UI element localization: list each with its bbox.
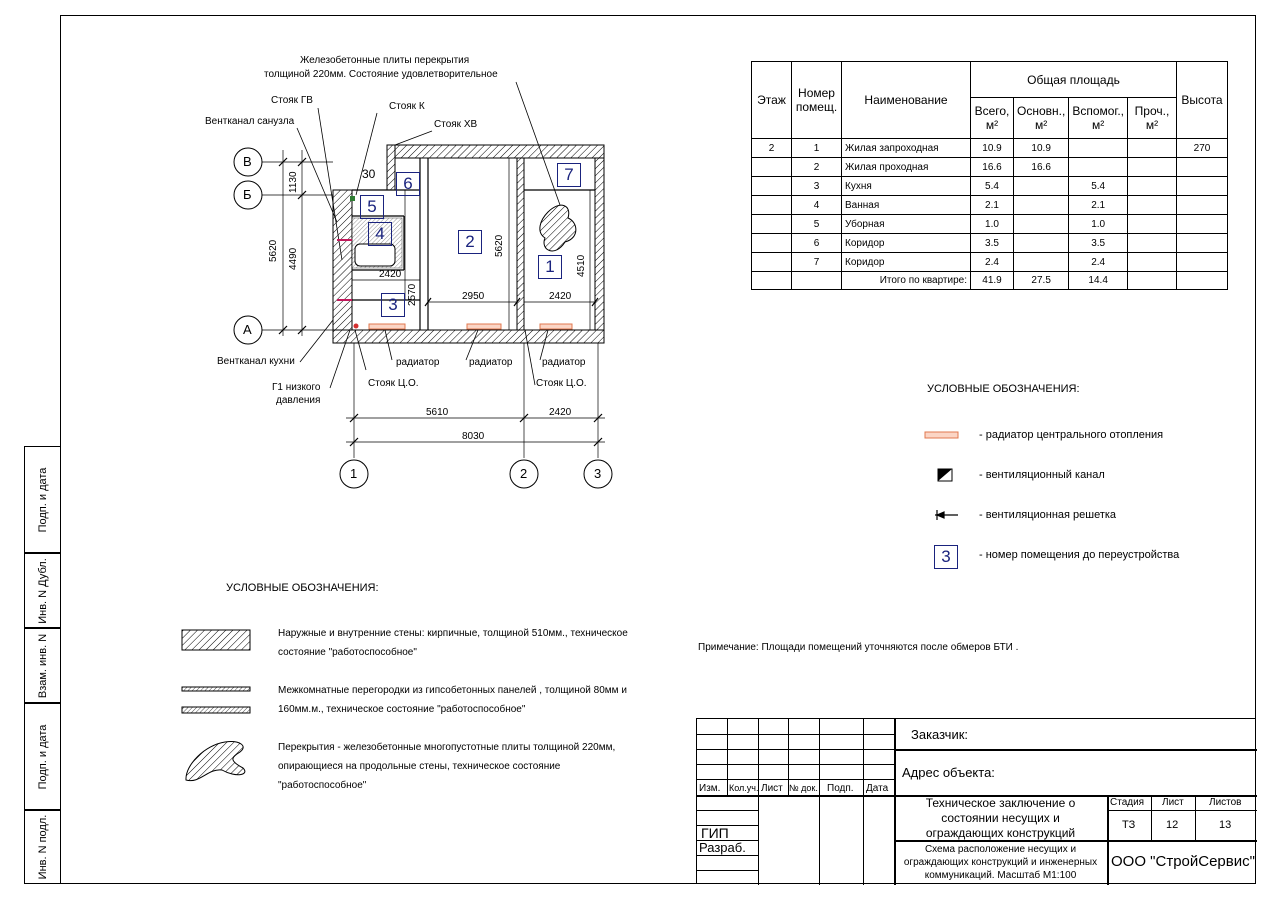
legend-slabs-line3: "работоспособное" bbox=[278, 780, 367, 791]
note-text: Примечание: Площади помещений уточняются после обмеров БТИ . bbox=[698, 642, 1019, 653]
label-radiator-3: радиатор bbox=[542, 357, 586, 368]
axis-label-b: Б bbox=[243, 187, 252, 202]
sheets-value: 13 bbox=[1219, 819, 1232, 831]
label-g1-line2: давления bbox=[276, 395, 321, 406]
stage-value: ТЗ bbox=[1122, 819, 1136, 831]
legend-partition-icon-2 bbox=[182, 707, 250, 713]
side-label: Подп. и дата bbox=[36, 724, 49, 789]
room-number-2: 2 bbox=[458, 230, 482, 254]
slab-blob bbox=[540, 205, 576, 251]
dim-5610: 5610 bbox=[426, 407, 449, 418]
explication-table bbox=[751, 61, 1228, 290]
col-list: Лист bbox=[761, 783, 783, 794]
table-row: 5 Уборная 1.0 1.0 bbox=[752, 215, 1228, 234]
legend-left-title: УСЛОВНЫЕ ОБОЗНАЧЕНИЯ: bbox=[226, 582, 379, 594]
sheet-header: Лист bbox=[1162, 797, 1184, 808]
sheet-value: 12 bbox=[1166, 819, 1179, 831]
axis-label-a: А bbox=[243, 322, 252, 337]
label-radiator-2: радиатор bbox=[469, 357, 513, 368]
label-stoyak-k: Стояк К bbox=[389, 101, 425, 112]
label-stoyak-co-1: Стояк Ц.О. bbox=[368, 378, 419, 389]
axis-label-3: 3 bbox=[594, 466, 602, 481]
legend-partitions-line1: Межкомнатные перегородки из гипсобетонных панелей , толщиной 80мм и bbox=[278, 685, 627, 696]
wall-bottom bbox=[333, 330, 604, 343]
axis-label-1: 1 bbox=[350, 466, 358, 481]
dim-1130: 1130 bbox=[288, 171, 299, 193]
legend-radiator-text: - радиатор центрального отопления bbox=[979, 429, 1164, 441]
room-number-3: 3 bbox=[381, 293, 405, 317]
dim-2420-b: 2420 bbox=[549, 291, 572, 302]
legend-slab-icon bbox=[186, 742, 245, 781]
dim-4490: 4490 bbox=[288, 247, 299, 270]
room-number-6: 6 bbox=[396, 172, 420, 196]
side-label: Инв. N Дубл. bbox=[36, 557, 49, 624]
legend-partitions-line2: 160мм.м., техническое состояние "работоспособное" bbox=[278, 704, 526, 715]
customer-label: Заказчик: bbox=[911, 727, 969, 742]
label-stoyak-co-2: Стояк Ц.О. bbox=[536, 378, 587, 389]
dim-2420-c: 2420 bbox=[549, 407, 572, 418]
stage-header: Стадия bbox=[1110, 797, 1145, 808]
dim-2420-a: 2420 bbox=[379, 269, 402, 280]
dim-4510: 4510 bbox=[576, 254, 587, 277]
wall-left bbox=[333, 190, 352, 343]
axis-label-2: 2 bbox=[520, 466, 528, 481]
room-number-4: 4 bbox=[368, 222, 392, 246]
dim-5620-left: 5620 bbox=[268, 239, 279, 262]
table-row: 4 Ванная 2.1 2.1 bbox=[752, 196, 1228, 215]
th-height: Высота bbox=[1177, 62, 1228, 139]
dim-2570: 2570 bbox=[407, 283, 418, 306]
th-aux: Вспомог., м² bbox=[1069, 98, 1128, 139]
legend-room-number-text: - номер помещения до переустройства bbox=[979, 549, 1180, 561]
dim-8030: 8030 bbox=[462, 431, 485, 442]
th-area: Общая площадь bbox=[971, 62, 1177, 98]
th-total: Всего, м² bbox=[971, 98, 1014, 139]
col-koluch: Кол.уч. bbox=[729, 783, 759, 793]
col-ndok: № док. bbox=[789, 783, 818, 793]
dim-5620-mid: 5620 bbox=[494, 234, 505, 257]
legend-walls-line1: Наружные и внутренние стены: кирпичные, толщиной 510мм., техническое bbox=[278, 628, 628, 639]
table-row: 6 Коридор 3.5 3.5 bbox=[752, 234, 1228, 253]
col-podp: Подп. bbox=[827, 783, 854, 794]
side-label: Взам. инв. N bbox=[36, 633, 49, 698]
legend-vent-grille-text: - вентиляционная решетка bbox=[979, 509, 1117, 521]
wall-mid bbox=[517, 158, 524, 330]
gip-label: ГИП bbox=[701, 825, 729, 841]
legend-slabs-line2: опирающиеся на продольные стены, техническое состояние bbox=[278, 761, 561, 772]
col-data: Дата bbox=[866, 783, 889, 794]
room-number-7: 7 bbox=[557, 163, 581, 187]
table-row: 3 Кухня 5.4 5.4 bbox=[752, 177, 1228, 196]
table-row: 7 Коридор 2.4 2.4 bbox=[752, 253, 1228, 272]
th-other: Проч., м² bbox=[1128, 98, 1177, 139]
th-floor: Этаж bbox=[752, 62, 792, 139]
room-number-1: 1 bbox=[538, 255, 562, 279]
note-slabs-line2: толщиной 220мм. Состояние удовлетворительное bbox=[264, 69, 498, 80]
wall-right bbox=[595, 158, 604, 343]
address-label: Адрес объекта: bbox=[902, 765, 995, 780]
legend-walls-line2: состояние "работоспособное" bbox=[278, 647, 417, 658]
legend-partition-icon bbox=[182, 687, 250, 691]
legend-room-number-icon: 3 bbox=[934, 545, 958, 569]
side-label: Инв. N подл. bbox=[36, 814, 49, 880]
title-block bbox=[696, 718, 1256, 884]
label-vent-san: Вентканал санузла bbox=[205, 116, 295, 127]
company-name: ООО "СтройСервис" bbox=[1111, 853, 1255, 870]
room-number-5: 5 bbox=[360, 195, 384, 219]
legend-slabs-line1: Перекрытия - железобетонные многопустотные плиты толщиной 220мм, bbox=[278, 742, 616, 753]
label-g1-line1: Г1 низкого bbox=[272, 382, 321, 393]
side-label: Подп. и дата bbox=[36, 467, 49, 532]
doc-title: Техническое заключение о состоянии несущих и ограждающих конструкций bbox=[925, 796, 1076, 840]
scheme-title: Схема расположение несущих и ограждающих конструкций и инженерных коммуникаций. Масштаб М1:100 bbox=[903, 844, 1098, 881]
label-radiator-1: радиатор bbox=[396, 357, 440, 368]
th-num: Номер помещ. bbox=[792, 62, 842, 139]
wall-top bbox=[387, 145, 604, 158]
dim-30: 30 bbox=[362, 167, 376, 181]
legend-vent-channel-text: - вентиляционный канал bbox=[979, 469, 1105, 481]
note-slabs-line1: Железобетонные плиты перекрытия bbox=[300, 55, 470, 66]
sheets-header: Листов bbox=[1209, 797, 1242, 808]
radiator bbox=[540, 324, 572, 329]
wall-upper-left bbox=[387, 145, 395, 190]
legend-wall-icon bbox=[182, 630, 250, 650]
col-izm: Изм. bbox=[699, 783, 721, 794]
radiator bbox=[369, 324, 405, 329]
label-stoyak-gv: Стояк ГВ bbox=[271, 95, 313, 106]
table-row: 2 Жилая проходная 16.6 16.6 bbox=[752, 158, 1228, 177]
legend-vent-channel-icon bbox=[938, 469, 952, 481]
table-row: 2 1 Жилая запроходная 10.9 10.9 270 bbox=[752, 139, 1228, 158]
radiator bbox=[467, 324, 501, 329]
label-vent-kitchen: Вентканал кухни bbox=[217, 356, 295, 367]
th-name: Наименование bbox=[842, 62, 971, 139]
axis-label-v: В bbox=[243, 154, 252, 169]
table-total-row: Итого по квартире: 41.9 27.5 14.4 bbox=[752, 272, 1228, 290]
dim-2950: 2950 bbox=[462, 291, 485, 302]
legend-radiator-icon bbox=[925, 432, 958, 438]
th-main: Основн., м² bbox=[1014, 98, 1069, 139]
legend-right-title: УСЛОВНЫЕ ОБОЗНАЧЕНИЯ: bbox=[927, 383, 1080, 395]
legend-vent-grille-icon bbox=[935, 510, 958, 520]
razrab-label: Разраб. bbox=[699, 840, 746, 855]
bathtub bbox=[355, 244, 395, 266]
label-stoyak-xv: Стояк ХВ bbox=[434, 119, 478, 130]
